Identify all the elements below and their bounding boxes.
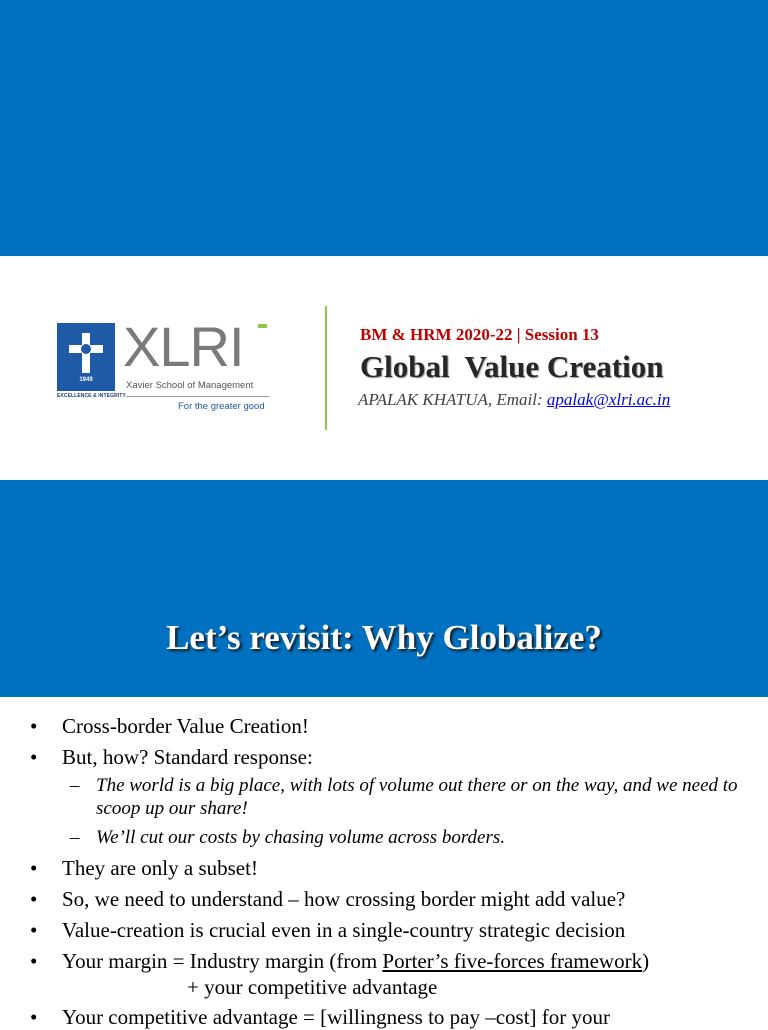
porter-link[interactable]: Porter’s five-forces framework (382, 949, 643, 973)
page-title: Global Value Creation (360, 349, 664, 384)
logo-rule (126, 396, 269, 397)
cross-icon (69, 333, 103, 373)
list-item: • They are only a subset! (30, 856, 258, 880)
list-item: • Your competitive advantage = [willingness to pay –cost] for your (30, 1005, 611, 1029)
list-item: • But, how? Standard response: (30, 745, 313, 769)
logo-tagline: For the greater good (178, 401, 265, 412)
author-line (358, 390, 670, 410)
slide-heading: Let’s revisit: Why Globalize? (166, 618, 602, 657)
logo-school-name: Xavier School of Management (126, 380, 254, 391)
list-item: • Your margin = Industry margin (from Porter’s five-forces framework) (30, 949, 650, 973)
list-item: • Cross-border Value Creation! (30, 714, 309, 738)
logo-accent-mark (258, 324, 267, 328)
author-text: APALAK KHATUA, Email: (358, 390, 547, 409)
header-divider (325, 306, 327, 430)
email-link[interactable]: apalak@xlri.ac.in (546, 390, 671, 409)
list-item: • So, we need to understand – how crossing border might add value? (30, 887, 626, 911)
crest-emblem (57, 323, 115, 391)
logo-wordmark: XLRI (123, 315, 244, 378)
top-blue-band (0, 0, 768, 256)
list-item: • Value-creation is crucial even in a single-country strategic decision (30, 918, 626, 942)
sub-list-item: – The world is a big place, with lots of volume out there or on the way, and we need to scoop up our share! (70, 775, 738, 819)
heading-blue-band (0, 480, 768, 697)
logo-motto: EXCELLENCE & INTEGRITY (57, 393, 126, 399)
list-item-continuation: + your competitive advantage (187, 975, 438, 999)
logo-year: 1949 (79, 377, 93, 383)
session-label: BM & HRM 2020-22 | Session 13 (360, 325, 599, 344)
sub-list-item: – We’ll cut our costs by chasing volume across borders. (70, 827, 505, 848)
